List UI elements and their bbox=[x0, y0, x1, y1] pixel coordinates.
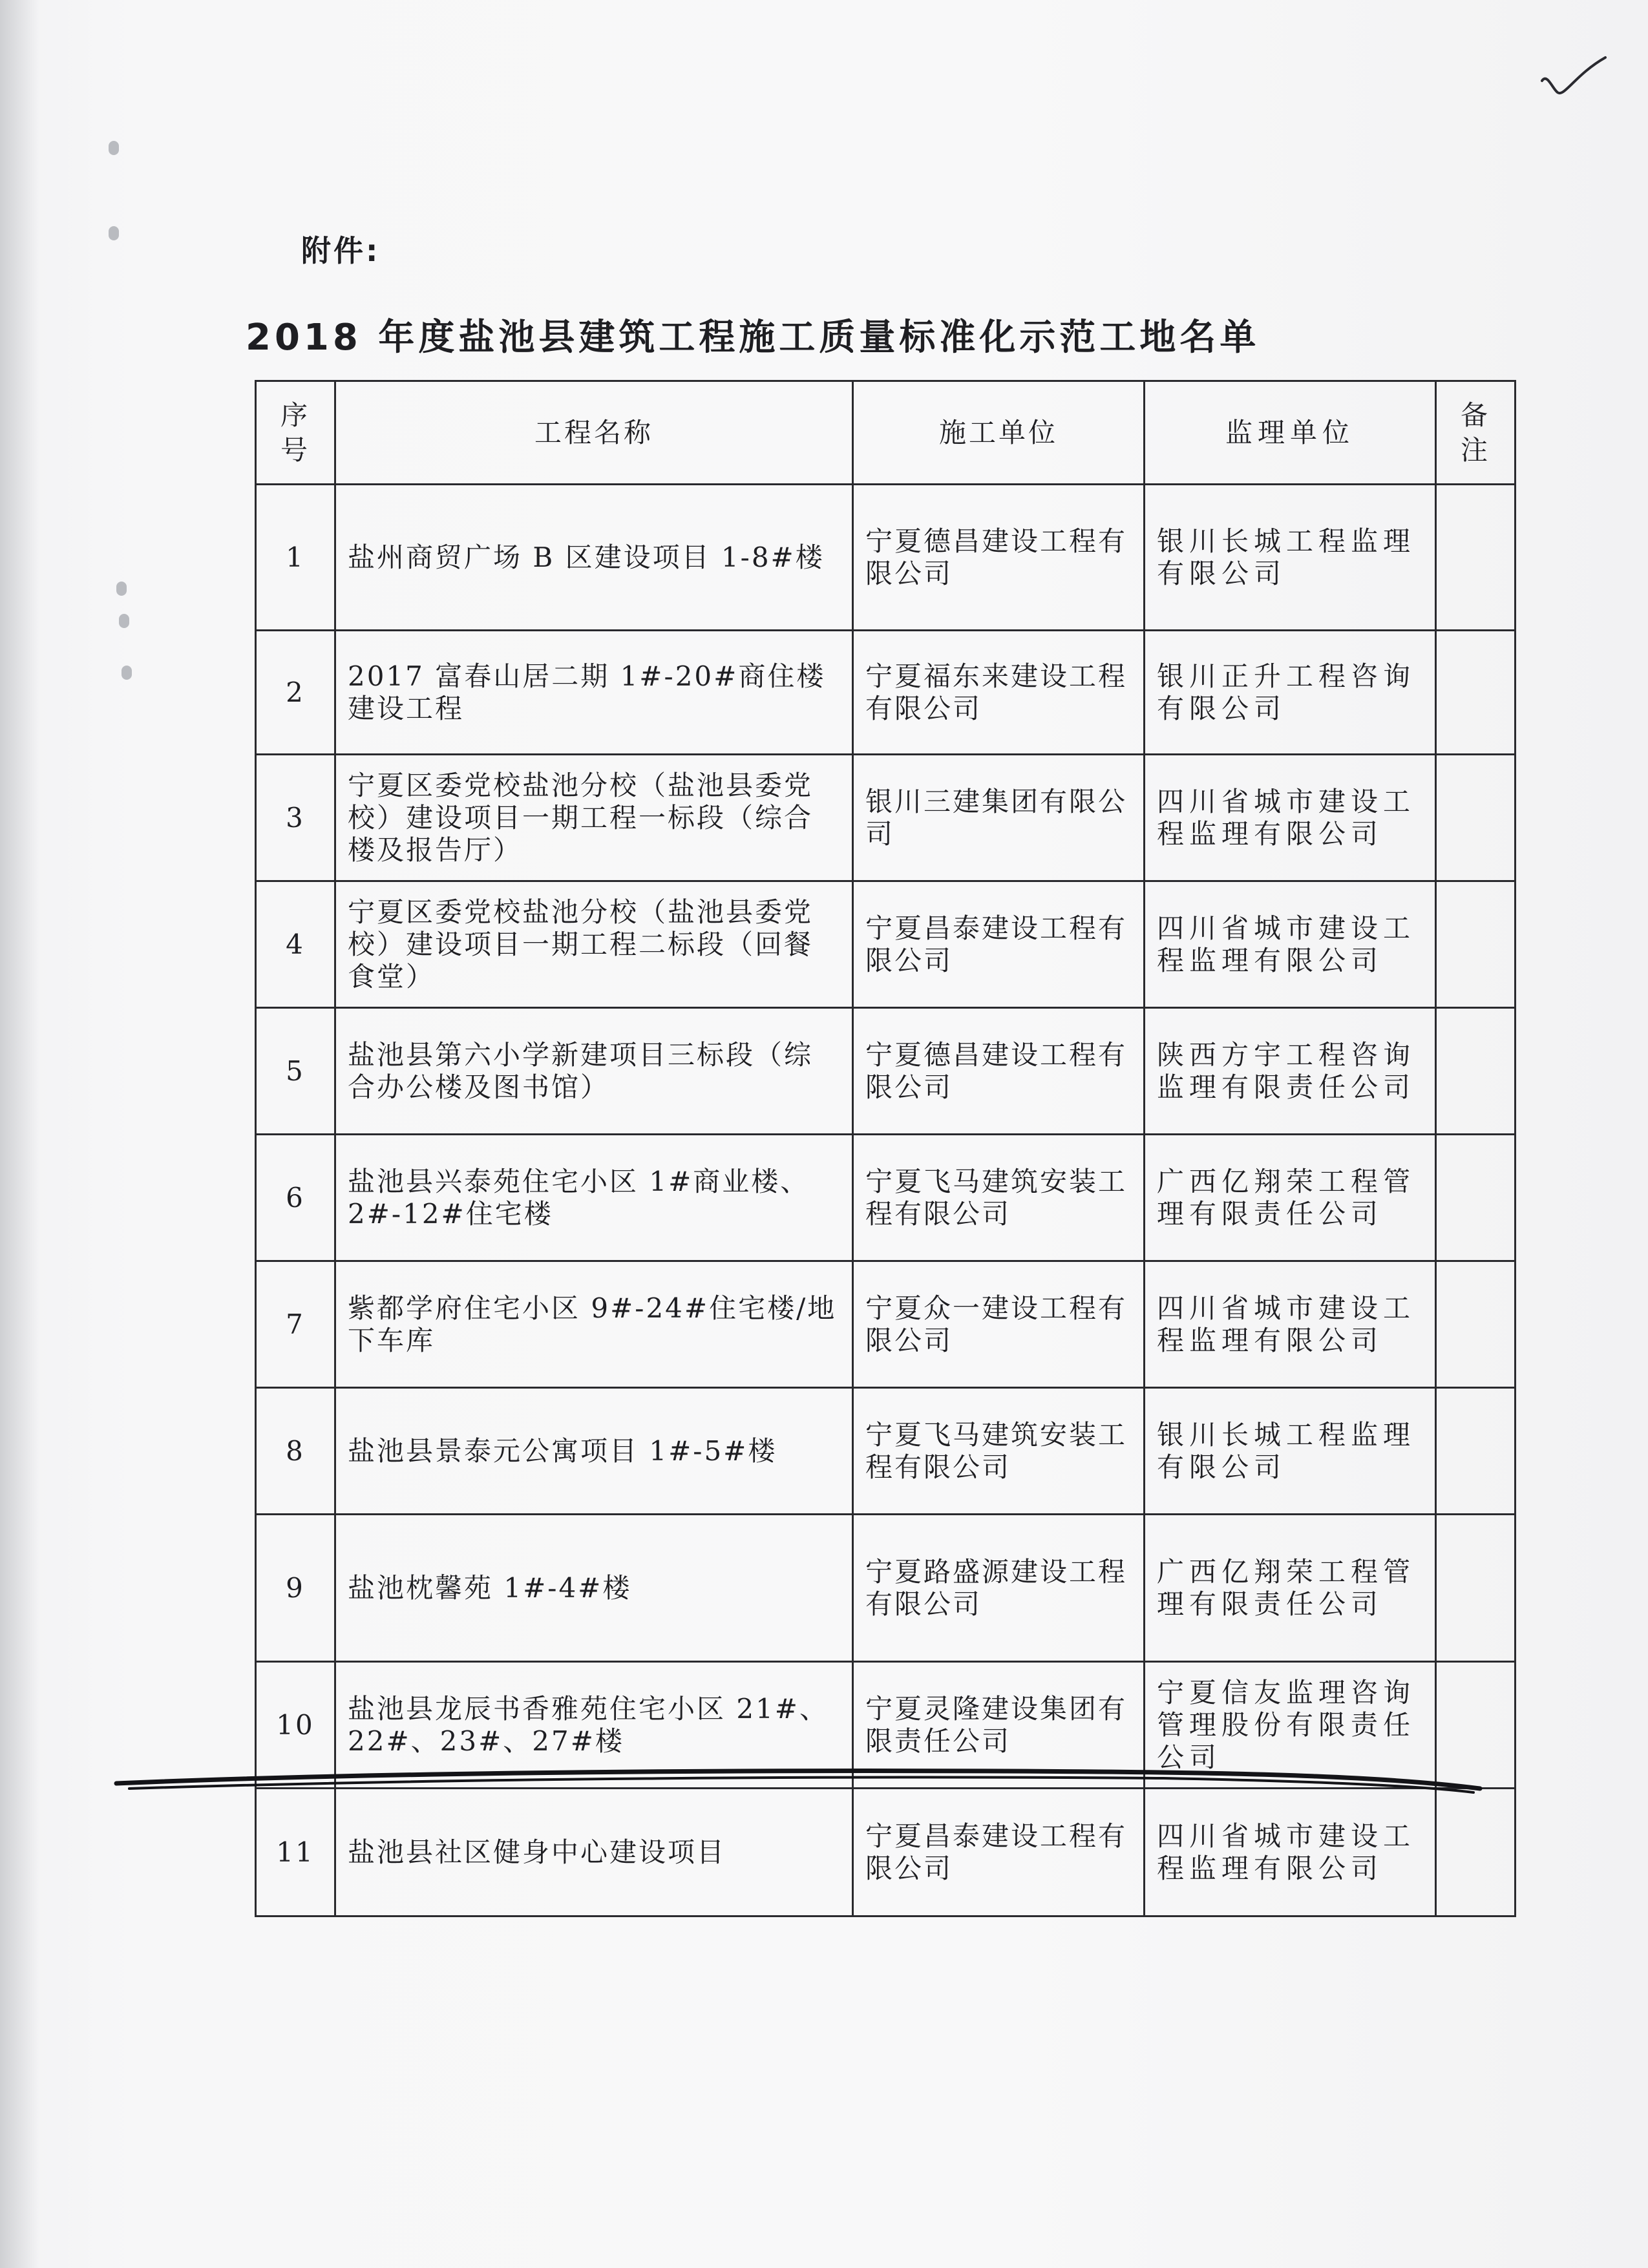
supervision-unit-cell: 银川长城工程监理有限公司 bbox=[1145, 1388, 1436, 1515]
supervision-unit-cell: 四川省城市建设工程监理有限公司 bbox=[1145, 1261, 1436, 1388]
row-serial-number: 6 bbox=[256, 1135, 335, 1261]
header-serial-number: 序 号 bbox=[256, 381, 335, 485]
header-construction-unit: 施工单位 bbox=[853, 381, 1145, 485]
row-serial-number: 1 bbox=[256, 485, 335, 631]
attachment-label: 附件: bbox=[301, 233, 381, 268]
construction-unit-cell: 宁夏德昌建设工程有限公司 bbox=[853, 485, 1145, 631]
project-name-cell: 2017 富春山居二期 1#-20#商住楼建设工程 bbox=[335, 631, 853, 755]
supervision-unit-cell: 陕西方宇工程咨询监理有限责任公司 bbox=[1145, 1008, 1436, 1135]
supervision-unit-cell: 四川省城市建设工程监理有限公司 bbox=[1145, 755, 1436, 881]
project-name-cell: 盐池县社区健身中心建设项目 bbox=[335, 1789, 853, 1916]
table-row bbox=[256, 1515, 1516, 1662]
supervision-unit-cell: 四川省城市建设工程监理有限公司 bbox=[1145, 1789, 1436, 1916]
row-serial-number: 10 bbox=[256, 1662, 335, 1789]
remark-cell bbox=[1436, 631, 1516, 755]
construction-unit-cell: 宁夏飞马建筑安装工程有限公司 bbox=[853, 1135, 1145, 1261]
supervision-unit-cell: 广西亿翔荣工程管理有限责任公司 bbox=[1145, 1135, 1436, 1261]
table-row bbox=[256, 485, 1516, 631]
remark-cell bbox=[1436, 1135, 1516, 1261]
table-row bbox=[256, 1135, 1516, 1261]
supervision-unit-cell: 银川正升工程咨询有限公司 bbox=[1145, 631, 1436, 755]
row-serial-number: 8 bbox=[256, 1388, 335, 1515]
remark-cell bbox=[1436, 1662, 1516, 1789]
construction-unit-cell: 宁夏众一建设工程有限公司 bbox=[853, 1261, 1145, 1388]
remark-cell bbox=[1436, 881, 1516, 1008]
construction-unit-cell: 宁夏昌泰建设工程有限公司 bbox=[853, 881, 1145, 1008]
construction-unit-cell: 宁夏路盛源建设工程有限公司 bbox=[853, 1515, 1145, 1662]
remark-cell bbox=[1436, 1261, 1516, 1388]
punch-hole-mark bbox=[109, 226, 119, 240]
punch-hole-mark bbox=[116, 582, 127, 596]
punch-hole-mark bbox=[121, 666, 132, 680]
project-name-cell: 盐池枕馨苑 1#-4#楼 bbox=[335, 1515, 853, 1662]
row-serial-number: 9 bbox=[256, 1515, 335, 1662]
row-serial-number: 5 bbox=[256, 1008, 335, 1135]
project-name-cell: 宁夏区委党校盐池分校（盐池县委党校）建设项目一期工程一标段（综合楼及报告厅） bbox=[335, 755, 853, 881]
page-title: 2018 年度盐池县建筑工程施工质量标准化示范工地名单 bbox=[246, 317, 1260, 359]
project-name-cell: 宁夏区委党校盐池分校（盐池县委党校）建设项目一期工程二标段（回餐食堂） bbox=[335, 881, 853, 1008]
remark-cell bbox=[1436, 755, 1516, 881]
row-serial-number: 3 bbox=[256, 755, 335, 881]
remark-cell bbox=[1436, 1388, 1516, 1515]
table-row bbox=[256, 631, 1516, 755]
header-remark: 备 注 bbox=[1436, 381, 1516, 485]
table-row bbox=[256, 881, 1516, 1008]
table-row bbox=[256, 1662, 1516, 1789]
row-serial-number: 11 bbox=[256, 1789, 335, 1916]
construction-unit-cell: 宁夏灵隆建设集团有限责任公司 bbox=[853, 1662, 1145, 1789]
punch-hole-mark bbox=[109, 141, 119, 155]
remark-cell bbox=[1436, 1515, 1516, 1662]
header-supervision-unit: 监理单位 bbox=[1145, 381, 1436, 485]
construction-unit-cell: 宁夏昌泰建设工程有限公司 bbox=[853, 1789, 1145, 1916]
row-serial-number: 2 bbox=[256, 631, 335, 755]
table-row bbox=[256, 1261, 1516, 1388]
project-name-cell: 盐池县第六小学新建项目三标段（综合办公楼及图书馆） bbox=[335, 1008, 853, 1135]
remark-cell bbox=[1436, 1789, 1516, 1916]
construction-unit-cell: 银川三建集团有限公司 bbox=[853, 755, 1145, 881]
project-name-cell: 盐州商贸广场 B 区建设项目 1-8#楼 bbox=[335, 485, 853, 631]
remark-cell bbox=[1436, 1008, 1516, 1135]
table-row bbox=[256, 1008, 1516, 1135]
project-name-cell: 紫都学府住宅小区 9#-24#住宅楼/地下车库 bbox=[335, 1261, 853, 1388]
construction-unit-cell: 宁夏德昌建设工程有限公司 bbox=[853, 1008, 1145, 1135]
construction-unit-cell: 宁夏福东来建设工程有限公司 bbox=[853, 631, 1145, 755]
construction-unit-cell: 宁夏飞马建筑安装工程有限公司 bbox=[853, 1388, 1145, 1515]
table-row bbox=[256, 755, 1516, 881]
table-row bbox=[256, 1789, 1516, 1916]
supervision-unit-cell: 四川省城市建设工程监理有限公司 bbox=[1145, 881, 1436, 1008]
supervision-unit-cell: 银川长城工程监理有限公司 bbox=[1145, 485, 1436, 631]
header-project-name: 工程名称 bbox=[335, 381, 853, 485]
supervision-unit-cell: 宁夏信友监理咨询管理股份有限责任公司 bbox=[1145, 1662, 1436, 1789]
remark-cell bbox=[1436, 485, 1516, 631]
row-serial-number: 4 bbox=[256, 881, 335, 1008]
table-header-row bbox=[256, 381, 1516, 485]
project-name-cell: 盐池县龙辰书香雅苑住宅小区 21#、22#、23#、27#楼 bbox=[335, 1662, 853, 1789]
table-row bbox=[256, 1388, 1516, 1515]
project-name-cell: 盐池县兴泰苑住宅小区 1#商业楼、2#-12#住宅楼 bbox=[335, 1135, 853, 1261]
scan-edge-shadow bbox=[0, 0, 39, 2268]
project-name-cell: 盐池县景泰元公寓项目 1#-5#楼 bbox=[335, 1388, 853, 1515]
supervision-unit-cell: 广西亿翔荣工程管理有限责任公司 bbox=[1145, 1515, 1436, 1662]
demonstration-site-table bbox=[255, 380, 1516, 1917]
row-serial-number: 7 bbox=[256, 1261, 335, 1388]
handwritten-check-mark bbox=[1538, 55, 1609, 113]
punch-hole-mark bbox=[119, 614, 129, 628]
